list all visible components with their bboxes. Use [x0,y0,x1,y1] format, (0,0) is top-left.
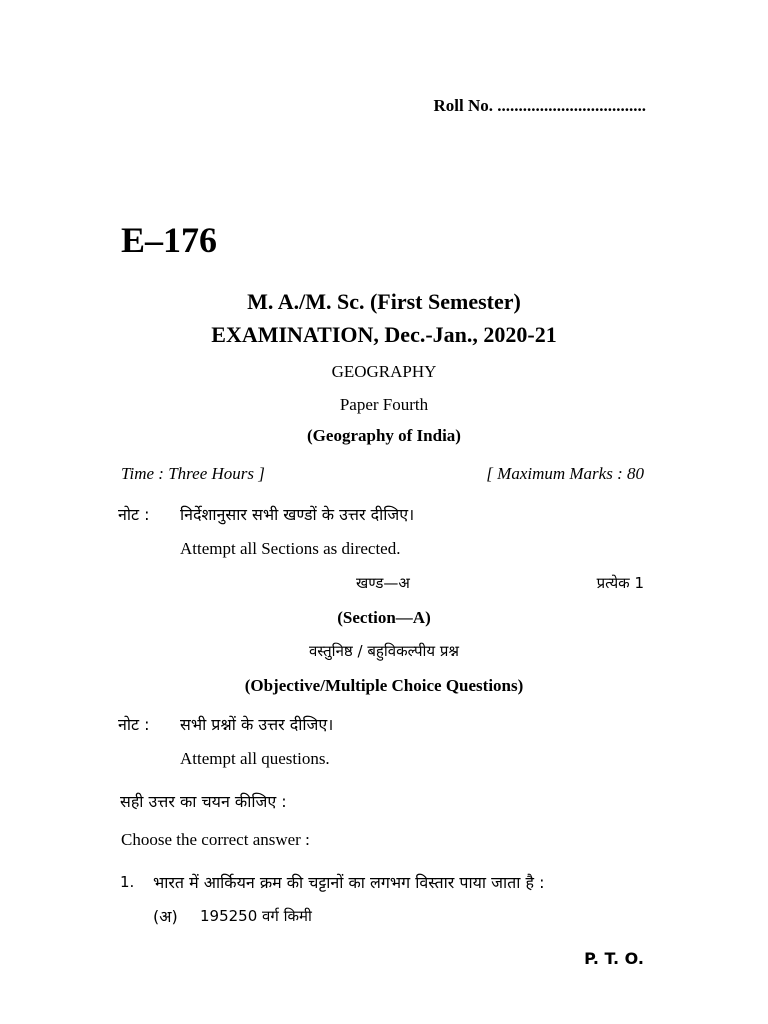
roll-number-line: Roll No. ................................... [433,96,646,115]
paper-number: Paper Fourth [339,395,429,414]
question-type-hindi: वस्तुनिष्ठ / बहुविकल्पीय प्रश्न [308,642,460,660]
note-text-english: Attempt all questions. [180,749,330,768]
paper-code: E–176 [121,220,218,260]
maximum-marks: [ Maximum Marks : 80 [486,464,644,483]
instruction-english: Choose the correct answer : [121,830,310,849]
time-allowed: Time : Three Hours ] [121,464,265,483]
note-text-english: Attempt all Sections as directed. [180,539,401,558]
page-turn-note: P. T. O. [584,949,644,968]
marks-each: प्रत्येक 1 [596,574,644,592]
option-label: (अ) [153,907,178,926]
note-label-hindi: नोट : [118,505,150,524]
note-label-hindi: नोट : [118,715,150,734]
section-title-english: (Section—A) [337,608,431,627]
instruction-hindi: सही उत्तर का चयन कीजिए : [120,792,287,811]
subject-name: GEOGRAPHY [331,362,437,381]
question-text: भारत में आर्कियन क्रम की चट्टानों का लगभग विस्तार पाया जाता है : [153,873,545,892]
note-text-hindi: निर्देशानुसार सभी खण्डों के उत्तर दीजिए। [180,505,415,524]
section-title-hindi: खण्ड—अ [356,574,410,592]
question-type-english: (Objective/Multiple Choice Questions) [244,676,524,695]
option-value: 195250 वर्ग किमी [200,907,312,925]
degree-title: M. A./M. Sc. (First Semester) [247,289,521,314]
paper-title: (Geography of India) [307,426,461,445]
note-text-hindi: सभी प्रश्नों के उत्तर दीजिए। [180,715,334,734]
question-number: 1. [120,873,135,891]
exam-title: EXAMINATION, Dec.-Jan., 2020-21 [211,322,557,347]
